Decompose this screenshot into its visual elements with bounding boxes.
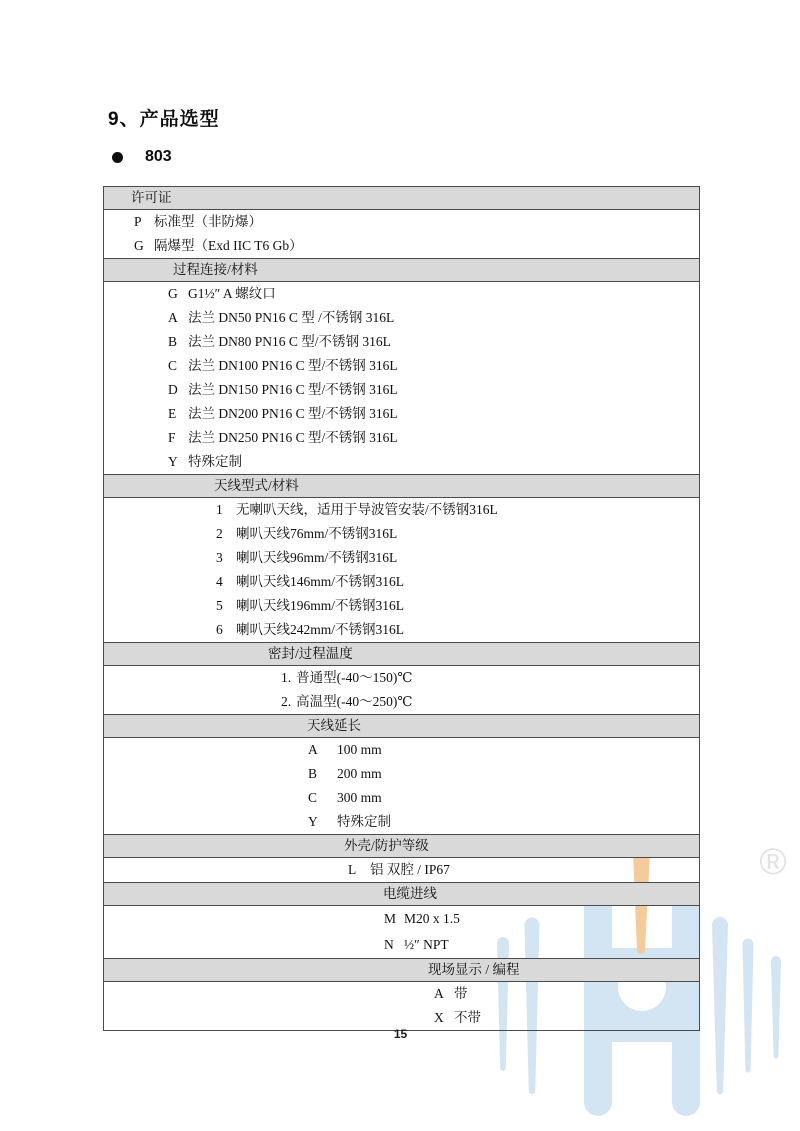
option-code: C xyxy=(168,358,178,373)
option-desc: 法兰 DN80 PN16 C 型/不锈钢 316L xyxy=(188,334,391,349)
option-code: Y xyxy=(308,814,318,829)
option-desc: 法兰 DN50 PN16 C 型 /不锈钢 316L xyxy=(188,310,395,325)
option-row xyxy=(104,762,699,786)
option-desc: 法兰 DN150 PN16 C 型/不锈钢 316L xyxy=(188,382,398,397)
option-code: B xyxy=(168,334,178,349)
option-desc: 特殊定制 xyxy=(337,814,391,829)
option-desc: M20 x 1.5 xyxy=(404,911,460,926)
option-code: 3 xyxy=(216,550,223,565)
bullet-icon xyxy=(112,152,123,163)
option-desc: 无喇叭天线，适用于导波管安装/不锈钢316L xyxy=(236,502,498,517)
option-row xyxy=(104,982,699,1006)
section-header-process-connection: 过程连接/材料 xyxy=(104,258,699,282)
option-row xyxy=(104,738,699,762)
option-desc: 隔爆型（Exd IIC T6 Gb） xyxy=(154,238,303,253)
option-code: E xyxy=(168,406,177,421)
option-code: C xyxy=(308,790,318,805)
option-desc: 法兰 DN200 PN16 C 型/不锈钢 316L xyxy=(188,406,398,421)
section-header-seal-temperature: 密封/过程温度 xyxy=(104,642,699,666)
option-row xyxy=(104,906,699,932)
section-body-antenna-type xyxy=(104,498,699,642)
option-row xyxy=(104,234,699,258)
model-number: 803 xyxy=(145,148,172,165)
product-selection-table xyxy=(103,186,700,1031)
section-body-antenna-extension xyxy=(104,738,699,834)
option-row xyxy=(104,306,699,330)
option-code: L xyxy=(348,862,357,877)
option-row xyxy=(104,426,699,450)
option-row xyxy=(104,522,699,546)
option-desc: 带 xyxy=(454,986,468,1001)
section-header-antenna-extension: 天线延长 xyxy=(104,714,699,738)
section-body-process-connection xyxy=(104,282,699,474)
option-code: D xyxy=(168,382,178,397)
option-code: X xyxy=(434,1010,444,1025)
registered-trademark-icon: ® xyxy=(759,841,787,882)
option-code: N xyxy=(384,937,394,952)
option-row xyxy=(104,690,699,714)
option-code: Y xyxy=(168,454,178,469)
option-row xyxy=(104,666,699,690)
option-desc: 200 mm xyxy=(337,766,382,781)
option-code: A xyxy=(308,742,318,757)
option-code: 5 xyxy=(216,598,223,613)
option-code: M xyxy=(384,911,397,926)
option-desc: 法兰 DN250 PN16 C 型/不锈钢 316L xyxy=(188,430,398,445)
option-row xyxy=(104,932,699,958)
section-header-cable-entry: 电缆进线 xyxy=(104,882,699,906)
option-code: 6 xyxy=(216,622,223,637)
option-code: 4 xyxy=(216,574,223,589)
section-body-license xyxy=(104,210,699,258)
section-body-housing-protection xyxy=(104,858,699,882)
model-bullet-item xyxy=(112,148,172,166)
option-row xyxy=(104,570,699,594)
option-code: A xyxy=(168,310,178,325)
option-row xyxy=(104,402,699,426)
option-row xyxy=(104,330,699,354)
option-code: G xyxy=(168,286,178,301)
option-desc: 特殊定制 xyxy=(188,454,242,469)
section-header-housing-protection: 外壳/防护等级 xyxy=(104,834,699,858)
option-code: G xyxy=(134,238,144,253)
option-row xyxy=(104,498,699,522)
option-desc: 100 mm xyxy=(337,742,382,757)
page-title: 9、产品选型 xyxy=(108,109,220,130)
option-desc: 喇叭天线76mm/不锈钢316L xyxy=(236,526,398,541)
option-code: A xyxy=(434,986,444,1001)
option-desc: 标准型（非防爆） xyxy=(154,214,262,229)
option-row xyxy=(104,210,699,234)
section-body-display-programming xyxy=(104,982,699,1030)
option-desc: 法兰 DN100 PN16 C 型/不锈钢 316L xyxy=(188,358,398,373)
option-desc: G1½″ A 螺纹口 xyxy=(188,286,276,301)
option-desc: 铝 双腔 / IP67 xyxy=(370,862,450,877)
option-code: 2 xyxy=(216,526,223,541)
section-header-display-programming: 现场显示 / 编程 xyxy=(104,958,699,982)
section-header-license: 许可证 xyxy=(104,187,699,210)
page-number: 15 xyxy=(393,1027,408,1041)
option-row xyxy=(104,858,699,882)
option-desc: 高温型(-40～250)℃ xyxy=(296,694,413,709)
option-row xyxy=(104,378,699,402)
option-row xyxy=(104,810,699,834)
option-desc: 喇叭天线146mm/不锈钢316L xyxy=(236,574,404,589)
option-desc: 不带 xyxy=(454,1010,481,1025)
section-header-antenna-type: 天线型式/材料 xyxy=(104,474,699,498)
option-row xyxy=(104,546,699,570)
option-code: B xyxy=(308,766,318,781)
option-row xyxy=(104,282,699,306)
option-row xyxy=(104,594,699,618)
option-desc: 喇叭天线242mm/不锈钢316L xyxy=(236,622,404,637)
section-body-cable-entry xyxy=(104,906,699,958)
option-row xyxy=(104,450,699,474)
option-desc: ½″ NPT xyxy=(404,937,449,952)
option-desc: 300 mm xyxy=(337,790,382,805)
option-code: 1 xyxy=(216,502,223,517)
option-desc: 喇叭天线196mm/不锈钢316L xyxy=(236,598,404,613)
option-row xyxy=(104,618,699,642)
option-desc: 普通型(-40～150)℃ xyxy=(296,670,413,685)
option-row xyxy=(104,354,699,378)
option-desc: 喇叭天线96mm/不锈钢316L xyxy=(236,550,398,565)
option-code: P xyxy=(134,214,142,229)
option-code: 1. xyxy=(281,670,292,685)
option-code: 2. xyxy=(281,694,292,709)
section-body-seal-temperature xyxy=(104,666,699,714)
option-code: F xyxy=(168,430,176,445)
option-row xyxy=(104,786,699,810)
